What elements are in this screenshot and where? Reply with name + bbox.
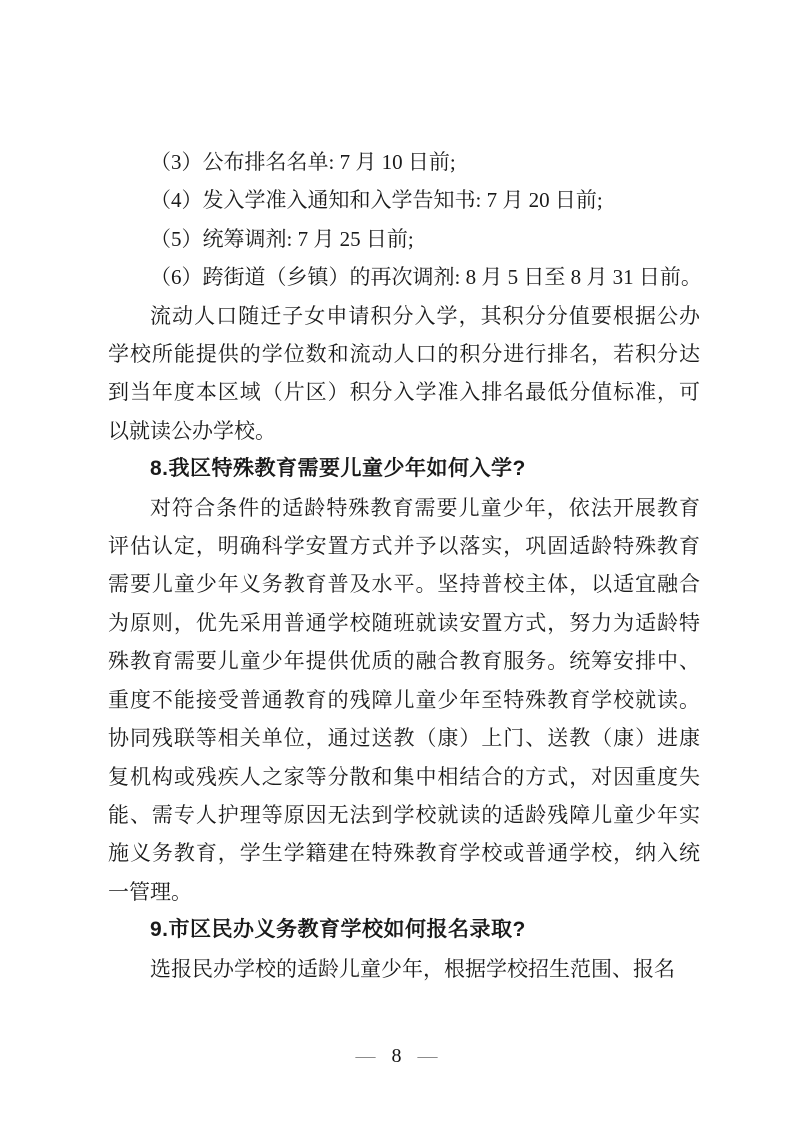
footer-left-dash: — bbox=[355, 1045, 376, 1067]
text-line: 重度不能接受普通教育的残障儿童少年至特殊教育学校就读。 bbox=[108, 687, 700, 712]
text-line: 以就读公办学校。 bbox=[108, 418, 276, 443]
text-line: 协同残联等相关单位，通过送教（康）上门、送教（康）进康 bbox=[108, 726, 700, 751]
list-item: （5）统筹调剂: 7 月 25 日前; bbox=[150, 226, 414, 251]
list-item: （4）发入学准入通知和入学告知书: 7 月 20 日前; bbox=[150, 188, 603, 213]
text-line: 流动人口随迁子女申请积分入学，其积分分值要根据公办 bbox=[150, 303, 700, 328]
text-line: 复机构或残疾人之家等分散和集中相结合的方式，对因重度失 bbox=[108, 764, 700, 789]
text-line: 选报民办学校的适龄儿童少年，根据学校招生范围、报名 bbox=[150, 956, 675, 981]
page-footer bbox=[0, 1042, 793, 1070]
text-line: 到当年度本区域（片区）积分入学准入排名最低分值标准，可 bbox=[108, 380, 700, 405]
document-body bbox=[108, 143, 700, 988]
text-line: 施义务教育，学生学籍建在特殊教育学校或普通学校，纳入统 bbox=[108, 841, 700, 866]
text-line: 学校所能提供的学位数和流动人口的积分进行排名，若积分达 bbox=[108, 342, 700, 367]
paragraph bbox=[108, 950, 700, 988]
list-item: （6）跨街道（乡镇）的再次调剂: 8 月 5 日至 8 月 31 日前。 bbox=[150, 265, 702, 290]
text-line: 一管理。 bbox=[108, 879, 192, 904]
text-line: 为原则，优先采用普通学校随班就读安置方式，努力为适龄特 bbox=[108, 610, 700, 635]
list-item: （3）公布排名名单: 7 月 10 日前; bbox=[150, 150, 456, 174]
paragraph bbox=[108, 489, 700, 911]
section-heading: 9.市区民办义务教育学校如何报名录取? bbox=[150, 918, 526, 942]
text-line: 需要儿童少年义务教育普及水平。坚持普校主体，以适宜融合 bbox=[108, 572, 700, 597]
text-line: 殊教育需要儿童少年提供优质的融合教育服务。统筹安排中、 bbox=[108, 649, 700, 674]
text-line: 评估认定，明确科学安置方式并予以落实，巩固适龄特殊教育 bbox=[108, 534, 700, 559]
section-heading: 8.我区特殊教育需要儿童少年如何入学? bbox=[150, 457, 526, 481]
paragraph bbox=[108, 297, 700, 451]
text-line: 能、需专人护理等原因无法到学校就读的适龄残障儿童少年实 bbox=[108, 802, 700, 827]
footer-right-dash: — bbox=[417, 1045, 438, 1067]
text-line: 对符合条件的适龄特殊教育需要儿童少年，依法开展教育 bbox=[150, 495, 700, 520]
page-number: 8 bbox=[391, 1045, 402, 1067]
